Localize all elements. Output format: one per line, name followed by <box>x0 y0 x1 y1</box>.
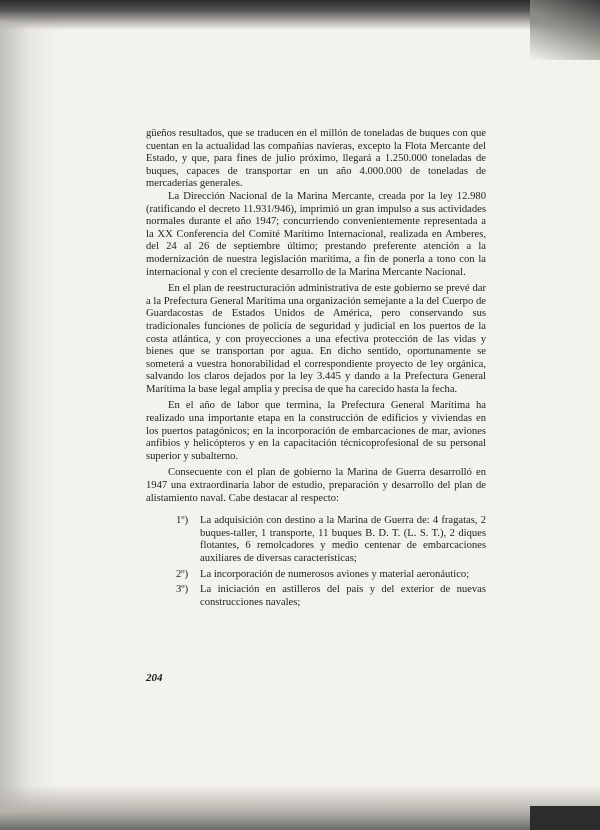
paragraph: En el plan de reestructuración administrativa de este gobierno se prevé dar a la Prefectura General Marítima una organización semejante a la del Cuerpo de Guardacostas de Estados Unidos de América, pero conservando sus tradicionales funciones de policía de seguridad y judicial en los puertos de la costa atlántica, y con proyecciones a una efectiva protección de las vidas y bienes que se transportan por agua. En dicho sentido, oportunamente se someterá a vuestra honorabilidad el correspondiente proyecto de ley orgánica, salvando los claros dejados por la ley 3.445 y dando a la Prefectura General Marítima la base legal amplia y precisa de que ha carecido hasta la fecha. <box>146 283 486 395</box>
page-number: 204 <box>146 672 163 684</box>
scan-shadow-top-right <box>530 0 600 60</box>
list-item <box>176 515 486 565</box>
list-item-number: 3º) <box>176 584 189 596</box>
paragraph: Consecuente con el plan de gobierno la Marina de Guerra desarrolló en 1947 una extraordinaria labor de estudio, preparación y desarrollo del plan de alistamiento naval. Cabe destacar al respecto: <box>146 467 486 504</box>
list-item-text: La incorporación de numerosos aviones y material aeronáutico; <box>200 568 470 580</box>
page-body <box>146 128 486 612</box>
paragraph: güeños resultados, que se traducen en el millón de toneladas de buques con que cuentan en la actualidad las compañías navieras, excepto la Flota Mercante del Estado, y que, para fines de julio próximo, llegará a 1.250.000 toneladas de buques, capaces de transportar en un año 4.000.000 de toneladas de mercaderías generales. <box>146 128 486 190</box>
scan-shadow-bottom <box>0 785 600 830</box>
scan-shadow-bottom-right <box>530 806 600 830</box>
numbered-list <box>146 515 486 609</box>
list-item-number: 2º) <box>176 568 189 580</box>
scan-shadow-top <box>0 0 600 30</box>
list-item-text: La adquisición con destino a la Marina de Guerra de: 4 fragatas, 2 buques-taller, 1 transporte, 11 buques B. D. T. (L. S. T.), 2 diques flotantes, 6 remolcadores y medio centenar de embarcaciones auxiliares de diversas características; <box>200 515 486 564</box>
scan-shadow-left <box>0 0 60 830</box>
paragraph: En el año de labor que termina, la Prefectura General Marítima ha realizado una importante etapa en la construcción de edificios y viviendas en los puertos patagónicos; en la incorporación de embarcaciones de mar, aviones anfibios y helicópteros y en la capacitación técnicoprofesional de su personal superior y subalterno. <box>146 400 486 462</box>
list-item-text: La iniciación en astilleros del país y del exterior de nuevas construcciones navales; <box>200 584 486 608</box>
list-item-number: 1º) <box>176 515 189 527</box>
list-item <box>176 584 486 609</box>
paragraph: La Dirección Nacional de la Marina Mercante, creada por la ley 12.980 (ratificando el decreto 11.931/946), imprimió un gran impulso a sus actividades normales durante el año 1947; concurriendo convenientemente representada a la XX Conferencia del Comité Marítimo Internacional, realizada en Amberes, del 24 al 26 de septiembre último; prestando preferente atención a la modernización de nuestra legislación marítima, a fin de ponerla a tono con la internacional y con el creciente desarrollo de la Marina Mercante Nacional. <box>146 190 486 278</box>
list-item <box>176 569 486 582</box>
